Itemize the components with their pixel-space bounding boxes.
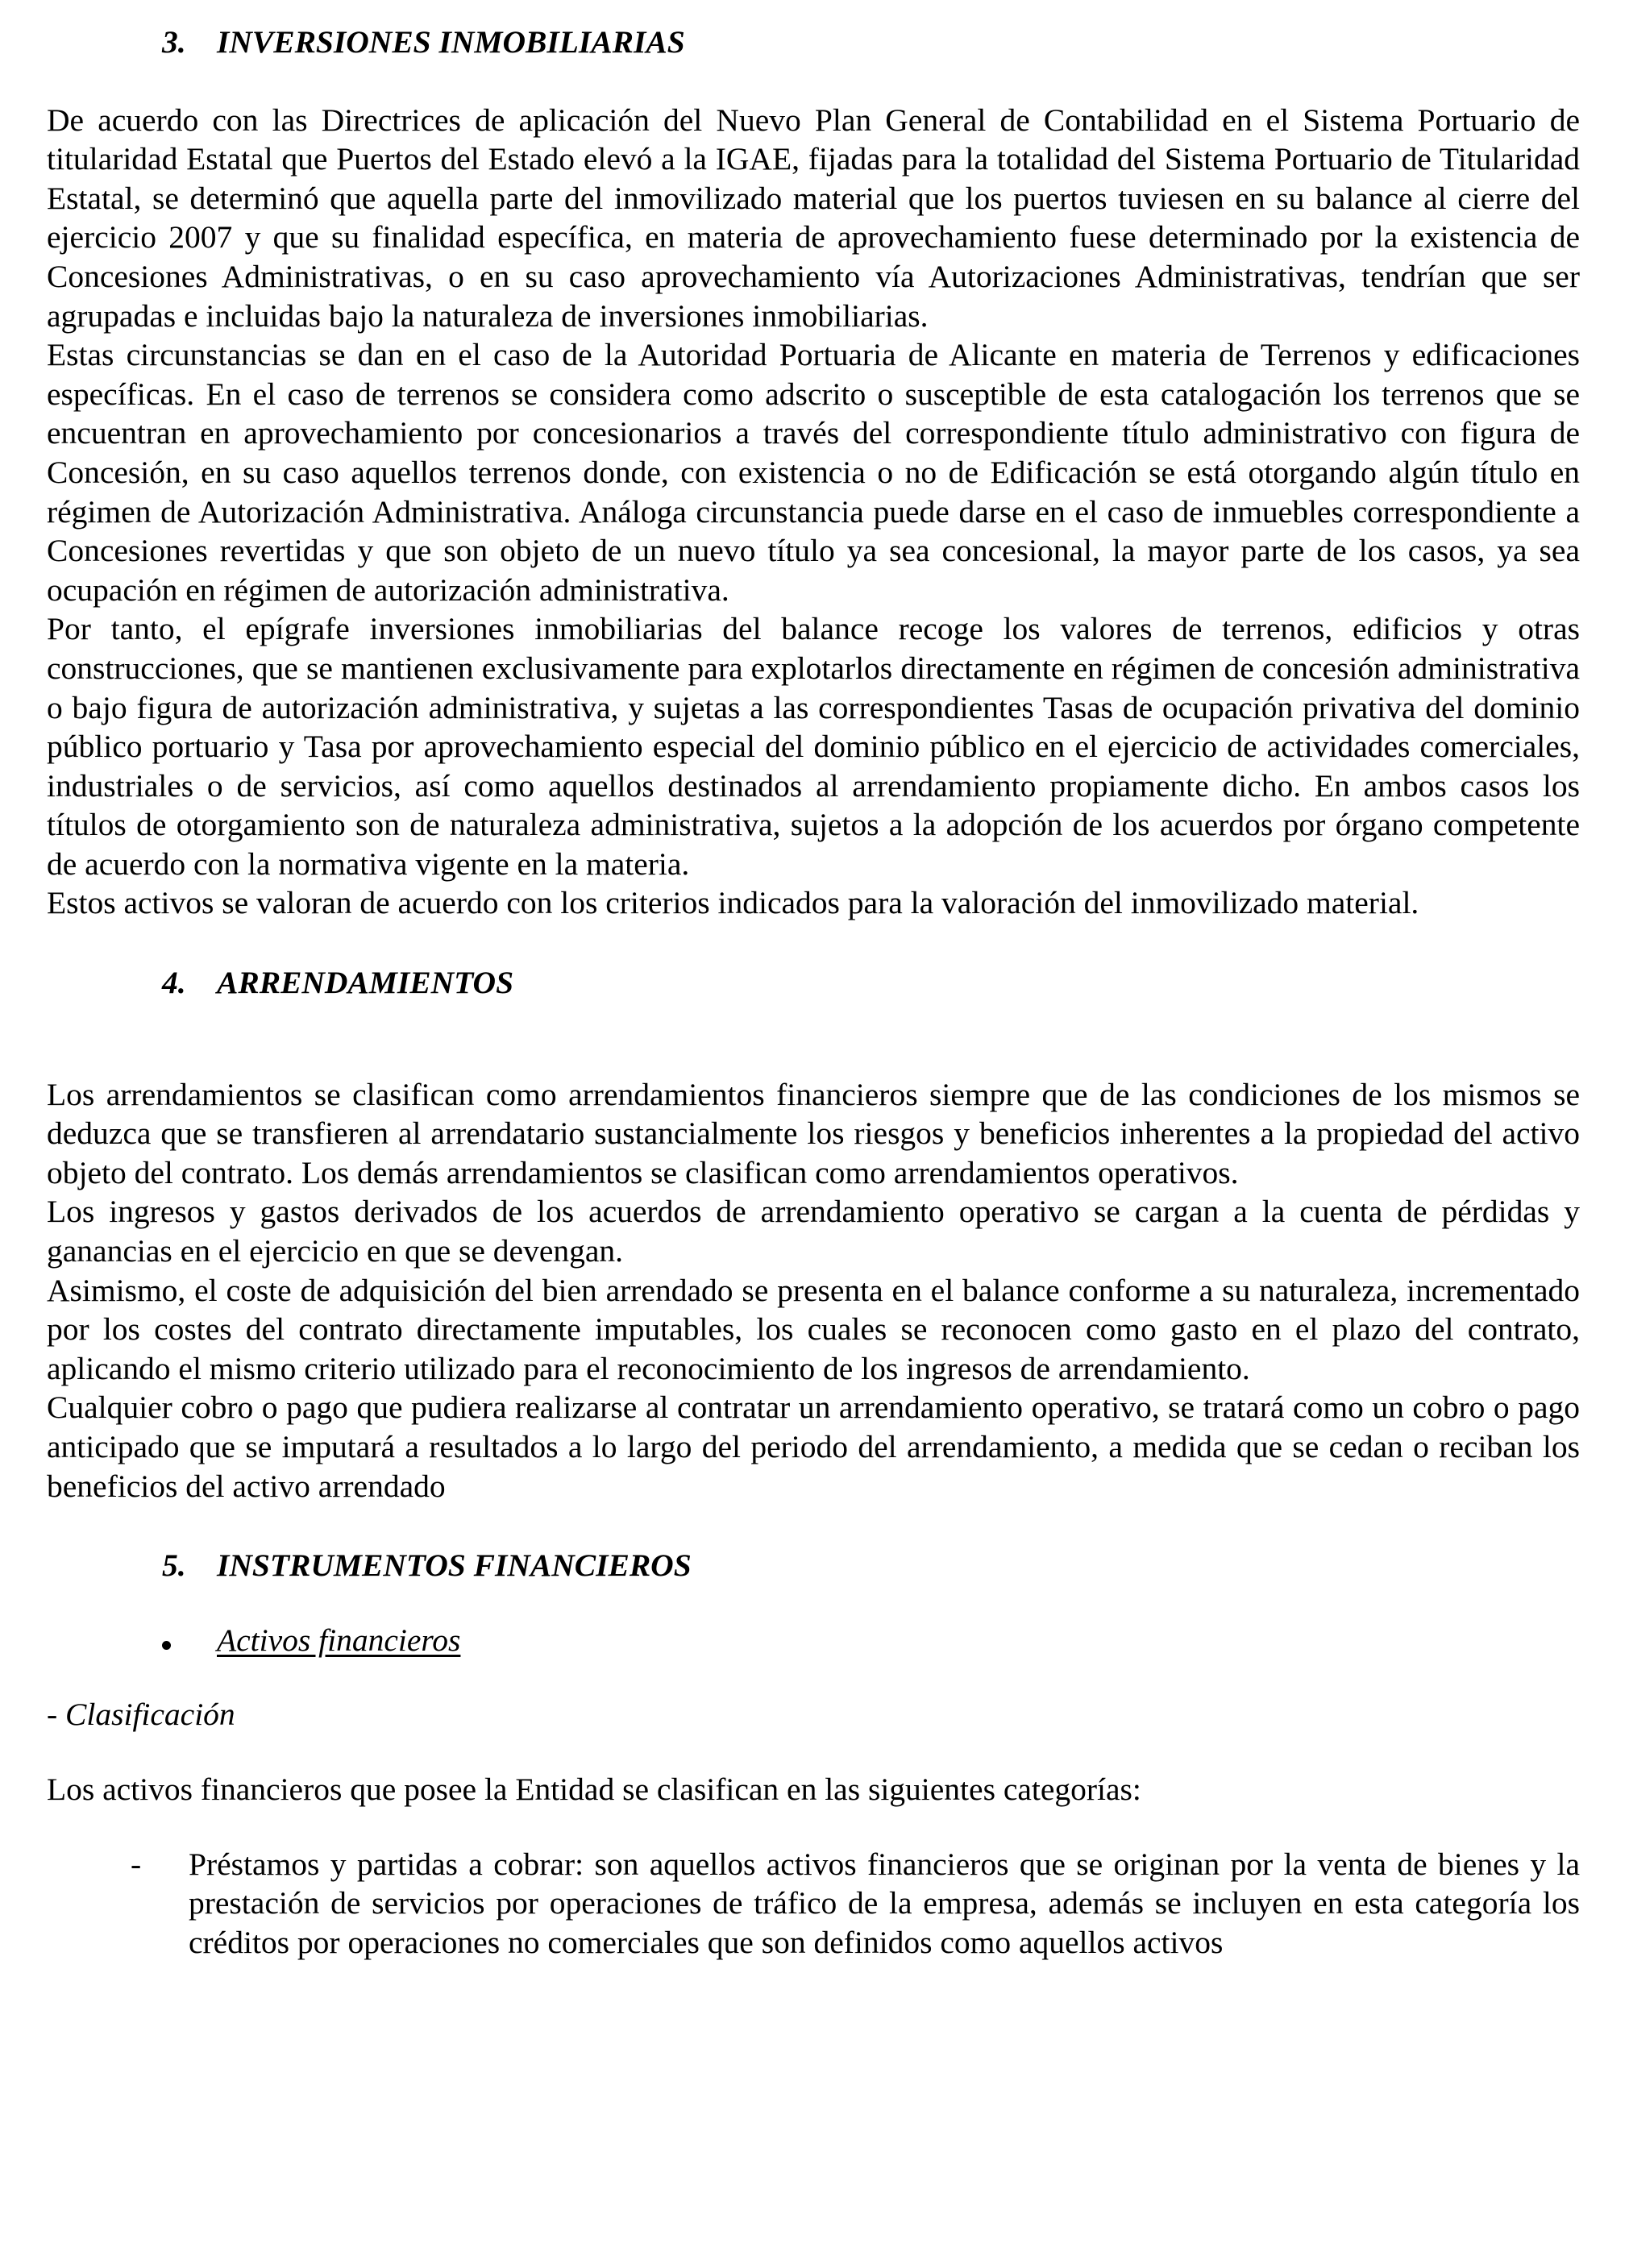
list-item-prestamos	[47, 1845, 1580, 1963]
list-item-text: Préstamos y partidas a cobrar: son aquellos activos financieros que se originan por la venta de bienes y la prestación de servicios por operaciones de tráfico de la empresa, además se incluyen en esta categoría los créditos por operaciones no comerciales que son definidos como aquellos activos	[189, 1846, 1580, 1960]
list-dash: -	[131, 1846, 142, 1882]
section-5-number: 5.	[162, 1547, 186, 1584]
section-5-heading	[47, 1546, 1580, 1585]
section-5-intro: Los activos financieros que posee la Entidad se clasifican en las siguientes categorías:	[47, 1771, 1141, 1807]
section-3-heading	[47, 23, 1580, 62]
section-3-paragraph-3: Por tanto, el epígrafe inversiones inmobiliarias del balance recoge los valores de terrenos, edificios y otras construcciones, que se mantienen exclusivamente para explotarlos directamente en régimen de concesión administrativa o bajo figura de autorización administrativa, y sujetas a las correspondientes Tasas de ocupación privativa del dominio público portuario y Tasa por aprovechamiento especial del dominio público en el ejercicio de actividades comerciales, industriales o de servicios, así como aquellos destinados al arrendamiento propiamente dicho. En ambos casos los títulos de otorgamiento son de naturaleza administrativa, sujetos a la adopción de los acuerdos por órgano competente de acuerdo con la normativa vigente en la materia.	[47, 611, 1580, 882]
section-4-paragraph-4: Cualquier cobro o pago que pudiera realizarse al contratar un arrendamiento operativo, se tratará como un cobro o pago anticipado que se imputará a resultados a lo largo del periodo del arrendamiento, a medida que se cedan o reciban los beneficios del activo arrendado	[47, 1389, 1580, 1504]
bullet-activos-financieros	[47, 1621, 1580, 1660]
section-3-number: 3.	[162, 24, 186, 60]
section-4-heading	[47, 963, 1580, 1003]
section-4-paragraph-2: Los ingresos y gastos derivados de los acuerdos de arrendamiento operativo se cargan a la cuenta de pérdidas y ganancias en el ejercicio en que se devengan.	[47, 1194, 1580, 1269]
section-3-title: INVERSIONES INMOBILIARIAS	[217, 24, 685, 60]
section-4-paragraph-1: Los arrendamientos se clasifican como arrendamientos financieros siempre que de las condiciones de los mismos se deduzca que se transfieren al arrendatario sustancialmente los riesgos y beneficios inherentes a la propiedad del activo objeto del contrato. Los demás arrendamientos se clasifican como arrendamientos operativos.	[47, 1076, 1580, 1190]
document-page	[47, 23, 1580, 1962]
section-4-title: ARRENDAMIENTOS	[217, 965, 514, 1001]
section-3-paragraph-1: De acuerdo con las Directrices de aplicación del Nuevo Plan General de Contabilidad en el Sistema Portuario de titularidad Estatal que Puertos del Estado elevó a la IGAE, fijadas para la totalidad del Sistema Portuario de Titularidad Estatal, se determinó que aquella parte del inmovilizado material que los puertos tuviesen en su balance al cierre del ejercicio 2007 y que su finalidad específica, en materia de aprovechamiento fuese determinado por la existencia de Concesiones Administrativas, o en su caso aprovechamiento vía Autorizaciones Administrativas, tendrían que ser agrupadas e incluidas bajo la naturaleza de inversiones inmobiliarias.	[47, 102, 1580, 334]
bullet-label: Activos financieros	[217, 1622, 461, 1658]
section-3-paragraph-2: Estas circunstancias se dan en el caso de la Autoridad Portuaria de Alicante en materia de Terrenos y edificaciones específicas. En el caso de terrenos se considera como adscrito o susceptible de esta catalogación los terrenos que se encuentran en aprovechamiento por concesionarios a través del correspondiente título administrativo con figura de Concesión, en su caso aquellos terrenos donde, con existencia o no de Edificación se está otorgando algún título en régimen de Autorización Administrativa. Análoga circunstancia puede darse en el caso de inmuebles correspondiente a Concesiones revertidas y que son objeto de un nuevo título ya sea concesional, la mayor parte de los casos, ya sea ocupación en régimen de autorización administrativa.	[47, 337, 1580, 608]
subheading-clasificacion: - Clasificación	[47, 1697, 235, 1733]
section-5-title: INSTRUMENTOS FINANCIEROS	[217, 1547, 692, 1584]
section-3-paragraph-4: Estos activos se valoran de acuerdo con los criterios indicados para la valoración del inmovilizado material.	[47, 885, 1419, 921]
section-4-paragraph-3: Asimismo, el coste de adquisición del bien arrendado se presenta en el balance conforme a su naturaleza, incrementado por los costes del contrato directamente imputables, los cuales se reconocen como gasto en el plazo del contrato, aplicando el mismo criterio utilizado para el reconocimiento de los ingresos de arrendamiento.	[47, 1272, 1580, 1386]
section-4-number: 4.	[162, 965, 186, 1001]
